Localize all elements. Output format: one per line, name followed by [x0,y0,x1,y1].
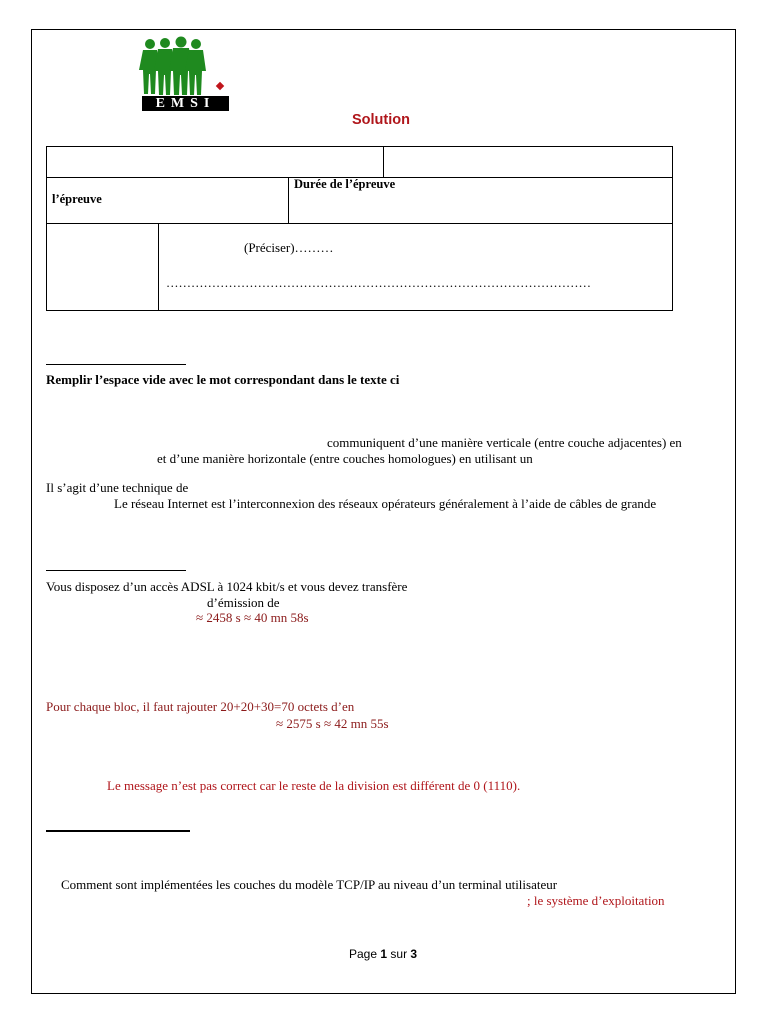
text-line: Il s’agit d’une technique de [46,480,189,495]
page-number: 1 [380,947,388,961]
instruction-text: Remplir l’espace vide avec le mot correspondant dans le texte ci [46,372,400,387]
dotted-fill-line: ………………………………………………………………………………………… [166,276,591,290]
answer-text: ≈ 2575 s ≈ 42 mn 55s [276,716,389,731]
epreuve-label: l’épreuve [52,192,102,206]
preciser-label: (Préciser)……… [244,240,334,255]
answer-text: Le message n’est pas correct car le reste de la division est différent de 0 (1110). [107,778,521,793]
text-line: d’émission de [207,595,280,610]
page-label: Page [349,947,378,961]
section-rule [46,570,186,571]
answer-text: ≈ 2458 s ≈ 40 mn 58s [196,610,309,625]
page-footer [349,947,417,961]
section-rule [46,830,190,832]
answer-text: Pour chaque bloc, il faut rajouter 20+20+30=70 octets d’en [46,699,355,714]
page-title: Solution [352,112,410,128]
text-line: Vous disposez d’un accès ADSL à 1024 kbit/s et vous devez transfère [46,579,408,594]
text-line: et d’une manière horizontale (entre couches homologues) en utilisant un [157,451,533,466]
page-sep: sur [390,947,408,961]
section-rule [46,364,186,365]
answer-text: ; le système d’exploitation [527,893,665,908]
duree-label: Durée de l’épreuve [294,177,396,191]
text-line: communiquent d’une manière verticale (entre couche adjacentes) en [327,435,682,450]
question-text: Comment sont implémentées les couches du modèle TCP/IP au niveau d’un terminal utilisateur [61,877,558,892]
page-total: 3 [410,947,418,961]
text-line: Le réseau Internet est l’interconnexion des réseaux opérateurs généralement à l’aide de câbles de grande [114,496,657,511]
logo-text: EMSI [142,96,229,111]
